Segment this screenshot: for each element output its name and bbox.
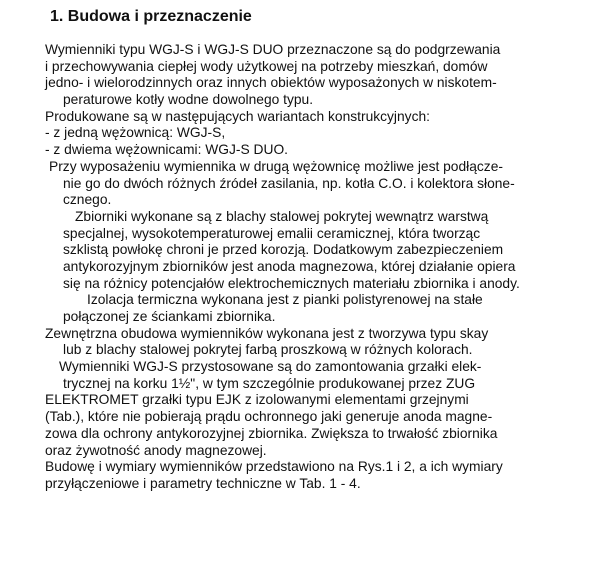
text-line: szklistą powłokę chroni je przed korozją. Dodatkowym zabezpieczeniem: [63, 242, 504, 258]
text-line: i przechowywania ciepłej wody użytkowej na potrzeby mieszkań, domów: [45, 58, 488, 74]
text-line: połączonej ze ściankami zbiornika.: [63, 309, 276, 324]
text-line: nie go do dwóch różnych źródeł zasilania, np. kotła C.O. i kolektora słone-: [63, 175, 515, 191]
text-line: Zewnętrzna obudowa wymienników wykonana jest z tworzywa typu skay: [45, 325, 489, 341]
text-line: - z dwiema wężownicami: WGJ-S DUO.: [45, 142, 289, 158]
text-line: Wymienniki typu WGJ-S i WGJ-S DUO przeznaczone są do podgrzewania: [45, 42, 501, 57]
text-line: Izolacja termiczna wykonana jest z pianki polistyrenowej na stałe: [87, 292, 483, 308]
text-line: ELEKTROMET grzałki typu EJK z izolowanymi elementami grzejnymi: [45, 392, 469, 408]
text-line: przyłączeniowe i parametry techniczne w Tab. 1 - 4.: [45, 475, 361, 491]
text-line: Zbiorniki wykonane są z blachy stalowej pokrytej wewnątrz warstwą: [75, 208, 489, 224]
text-line: zowa dla ochrony antykorozyjnej zbiornika. Zwiększa to trwałość zbiornika: [45, 425, 498, 441]
text-line: lub z blachy stalowej pokrytej farbą proszkową w różnych kolorach.: [63, 342, 473, 358]
text-line: - z jedną wężownicą: WGJ-S,: [45, 125, 226, 141]
text-line: jedno- i wielorodzinnych oraz innych obiektów wyposażonych w niskotem-: [45, 75, 497, 91]
text-line: antykorozyjnym zbiorników jest anoda magnezowa, której działanie opiera: [63, 258, 516, 274]
text-line: (Tab.), które nie pobierają prądu ochronnego jaki generuje anoda magne-: [45, 409, 493, 425]
text-line: Przy wyposażeniu wymiennika w drugą wężownicę możliwe jest podłącze-: [49, 158, 503, 174]
text-line: cznego.: [63, 192, 112, 208]
text-line: oraz żywotność anody magnezowej.: [45, 442, 267, 458]
section-heading: 1. Budowa i przeznaczenie: [50, 8, 252, 25]
text-line: trycznej na korku 1½", w tym szczególnie produkowanej przez ZUG: [63, 375, 476, 391]
text-line: Produkowane są w następujących wariantach konstrukcyjnych:: [45, 108, 430, 124]
text-line: specjalnej, wysokotemperaturowej emalii ceramicznej, która tworząc: [63, 225, 481, 241]
text-line: Budowę i wymiary wymienników przedstawiono na Rys.1 i 2, a ich wymiary: [45, 459, 503, 475]
text-line: Wymienniki WGJ-S przystosowane są do zamontowania grzałki elek-: [59, 359, 482, 375]
text-line: peraturowe kotły wodne dowolnego typu.: [63, 92, 314, 108]
text-line: się na różnicy potencjałów elektrochemicznych materiału zbiornika i anody.: [63, 275, 520, 291]
body-paragraphs: [45, 42, 590, 493]
